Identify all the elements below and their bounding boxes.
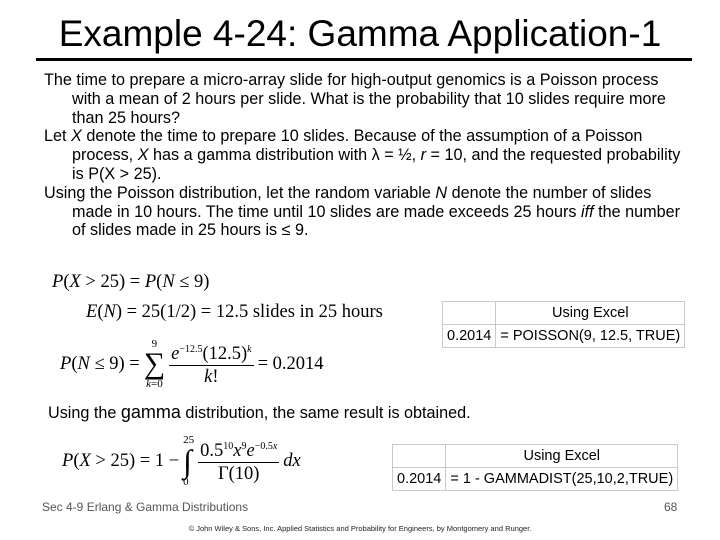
equation-4-fraction: $\frac{0.5^{10}x^9e^{-0.5x}}{\Gamma(10)}$ <box>198 437 279 484</box>
excel-value: 0.2014 <box>393 468 446 491</box>
title-underline <box>36 58 692 61</box>
paragraph-poisson-approach: Using the Poisson distribution, let the random variable N denote the number of slides made in 10 hours. The time until 10 slides are made exceeds 25 hours iff the number of slides made in 25 hours is ≤ 9. <box>44 183 680 240</box>
footer-page-number: 68 <box>664 500 678 514</box>
equation-2: E(N) = 25(1/2) = 12.5 slides in 25 hours <box>86 302 383 322</box>
excel-formula: = POISSON(9, 12.5, TRUE) <box>496 325 685 348</box>
excel-table-poisson <box>442 301 685 348</box>
paragraph-problem: The time to prepare a micro-array slide for high-output genomics is a Poisson process with a mean of 2 hours per slide. What is the probability that 10 slides require more than 25 hours? <box>44 71 666 127</box>
excel-value: 0.2014 <box>443 325 496 348</box>
equation-1: P(X > 25) = P(N ≤ 9) <box>52 272 210 292</box>
gamma-caption: Using the gamma distribution, the same result is obtained. <box>48 402 471 422</box>
excel-formula: = 1 - GAMMADIST(25,10,2,TRUE) <box>446 468 678 491</box>
footer-section: Sec 4-9 Erlang & Gamma Distributions <box>42 500 249 514</box>
body-text <box>44 71 684 240</box>
summation: 9 ∑ k=0 <box>143 338 166 390</box>
paragraph-gamma-setup: Let X denote the time to prepare 10 slides. Because of the assumption of a Poisson process, X has a gamma distribution with λ = ½, r = 10, and the requested probability is P(X > 25). <box>44 127 681 183</box>
equation-3-fraction: $\frac{e^{-12.5}(12.5)^k}{k!}$ <box>169 340 254 387</box>
copyright-line: © John Wiley & Sons, Inc. Applied Statistics and Probability for Engineers, by Montgomery and Runger. <box>188 524 532 533</box>
integral: 25 ∫ 0 <box>183 434 195 488</box>
excel-header: Using Excel <box>446 445 678 468</box>
slide-title: Example 4-24: Gamma Application-1 <box>58 13 662 54</box>
excel-header: Using Excel <box>496 302 685 325</box>
equation-4: P(X > 25) = 1 − 25 ∫ 0 $\frac{0.5^{10}x^9e^{-0.5x}}{\Gamma(10)}$ dx <box>62 434 301 488</box>
equation-3: P(N ≤ 9) = 9 ∑ k=0 $\frac{e^{-12.5}(12.5)^k}{k!}$ = 0.2014 <box>60 338 324 390</box>
excel-table-gamma <box>392 444 678 491</box>
